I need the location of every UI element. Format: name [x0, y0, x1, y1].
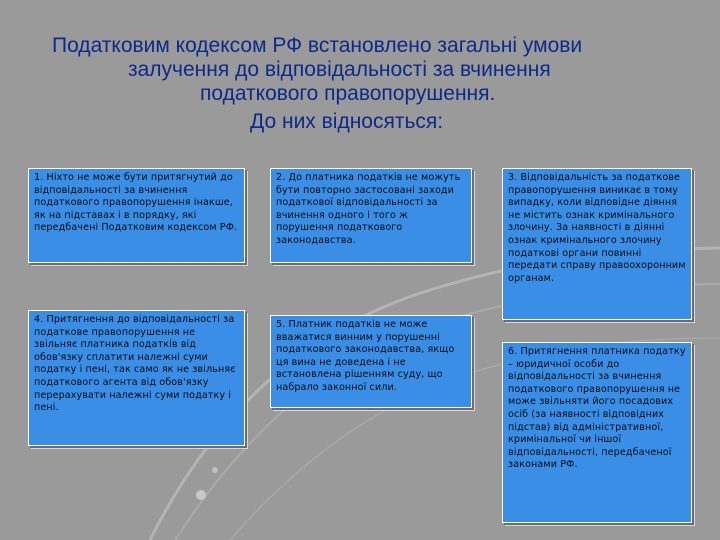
title-line-3: податкового правопорушення.: [200, 82, 496, 105]
condition-text-5: 5. Платник податків не може вважатися винним у порушенні податкового законодавства, якщо ця вина не доведена і не встановлена рішенням суду, що набрало законної сили.: [276, 319, 455, 393]
condition-text-6: 6. Притягнення платника податку – юридичної особи до відповідальності за вчинення податкового правопорушення не може звільняти його посадових осіб (за наявності відповідних підстав) від адміністративної, кримінальної чи іншої відповідальності, передбаченої законами РФ.: [508, 346, 686, 471]
title-line-4: До них відносяться:: [250, 110, 444, 133]
condition-text-3: 3. Відповідальність за податкове правопорушення виникає в тому випадку, коли відповідне діяння не містить ознак кримінального злочину. За наявності в діянні ознак кримінального злочину податкові органи повинні передати справу правоохоронним органам.: [508, 172, 686, 284]
condition-card-3: [502, 168, 692, 320]
condition-card-6: [502, 342, 692, 523]
condition-card-5: [270, 315, 472, 408]
condition-card-4: [28, 310, 245, 446]
condition-card-2: [270, 168, 472, 263]
title-line-1: Податковим кодексом РФ встановлено загальні умови: [52, 34, 583, 57]
condition-text-1: 1. Ніхто не може бути притягнутий до відповідальності за вчинення податкового правопорушення інакше, як на підставах і в порядку, які передбачені Податковим кодексом РФ.: [34, 172, 238, 234]
condition-card-1: [28, 168, 245, 263]
condition-text-2: 2. До платника податків не можуть бути повторно застосовані заходи податкової відповідальності за вчинення одного і того ж порушення податкового законодавства.: [276, 172, 461, 246]
slide-title: [40, 34, 680, 134]
condition-text-4: 4. Притягнення до відповідальності за податкове правопорушення не звільняє платника податків від обов'язку сплатити належні суми податку і пені, так само як не звільняє податкового агента від обов'язку перерахувати належні суми податку і пені.: [34, 314, 236, 414]
title-line-2: залучення до відповідальності за вчинення: [128, 58, 551, 81]
